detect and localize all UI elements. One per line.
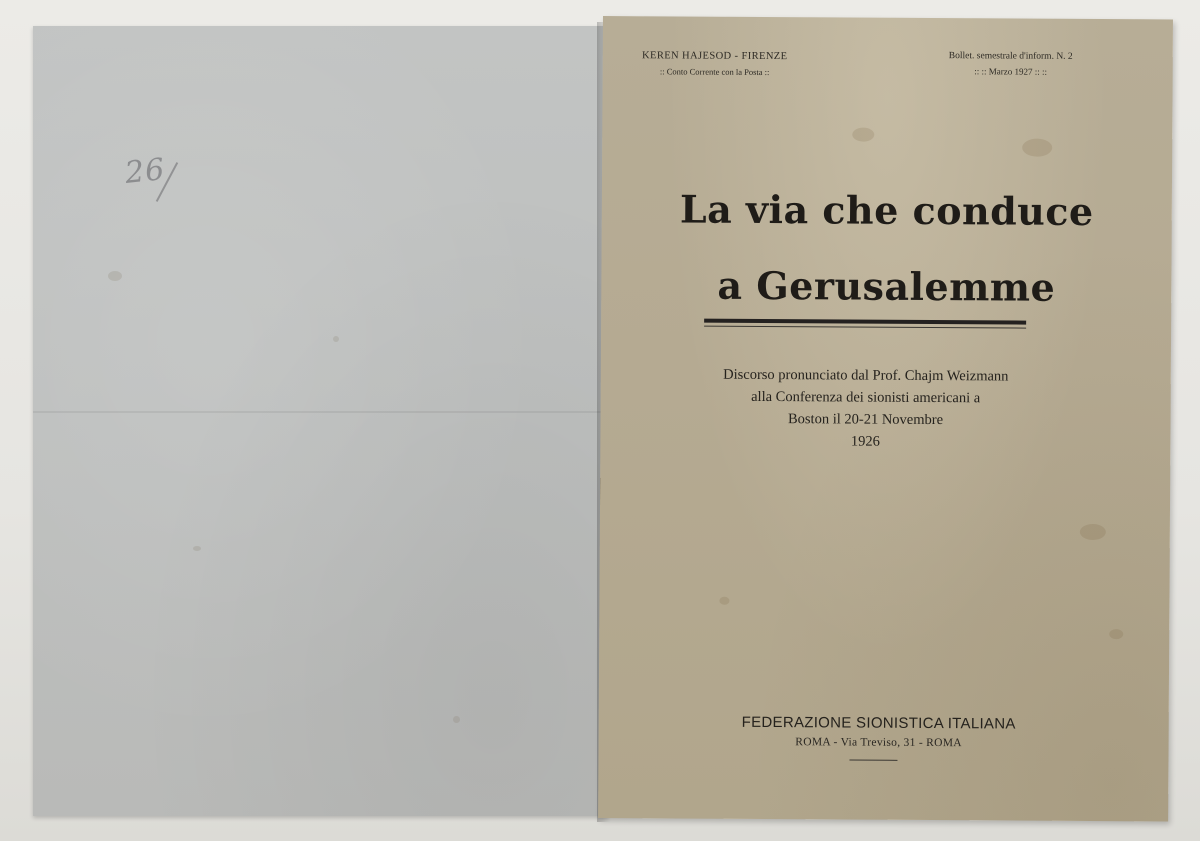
publisher-name: FEDERAZIONE SIONISTICA ITALIANA <box>741 713 1016 733</box>
title-rule-thick <box>704 319 1026 325</box>
publisher-address: ROMA - Via Treviso, 31 - ROMA <box>795 736 962 750</box>
title-line-1: La via che conduce <box>679 186 1094 235</box>
subtitle-line: alla Conferenza dei sionisti americani a <box>751 388 981 407</box>
title-line-2: a Gerusalemme <box>717 262 1056 310</box>
paper-speck <box>719 597 729 605</box>
header-left-organization: KEREN HAJESOD - FIRENZE <box>642 50 788 63</box>
paper-speck <box>1109 629 1123 639</box>
paper-speck <box>333 336 339 342</box>
paper-speck <box>453 716 460 723</box>
header-left <box>625 50 805 77</box>
pencil-inscription: 26 <box>123 151 167 192</box>
header-right-date: :: :: Marzo 1927 :: :: <box>974 66 1048 77</box>
subtitle-year: 1926 <box>850 433 880 450</box>
header-left-account: :: Conto Corrente con la Posta :: <box>659 66 770 78</box>
header-right-bulletin: Bollet. semestrale d'inform. N. 2 <box>948 51 1073 62</box>
paper-speck <box>108 271 122 281</box>
front-cover <box>598 16 1173 821</box>
subtitle-line: Discorso pronunciato dal Prof. Chajm Weizmann <box>723 366 1009 385</box>
footer-rule <box>849 760 897 761</box>
fold-crease <box>33 411 608 413</box>
back-cover <box>33 26 608 816</box>
title-rule-thin <box>704 326 1026 329</box>
subtitle <box>660 363 1071 454</box>
paper-speck <box>1022 139 1052 157</box>
paper-speck <box>193 546 201 551</box>
subtitle-line: Boston il 20-21 Novembre <box>787 411 944 429</box>
paper-speck <box>852 128 874 142</box>
paper-speck <box>1080 524 1106 540</box>
header-right <box>921 51 1101 77</box>
